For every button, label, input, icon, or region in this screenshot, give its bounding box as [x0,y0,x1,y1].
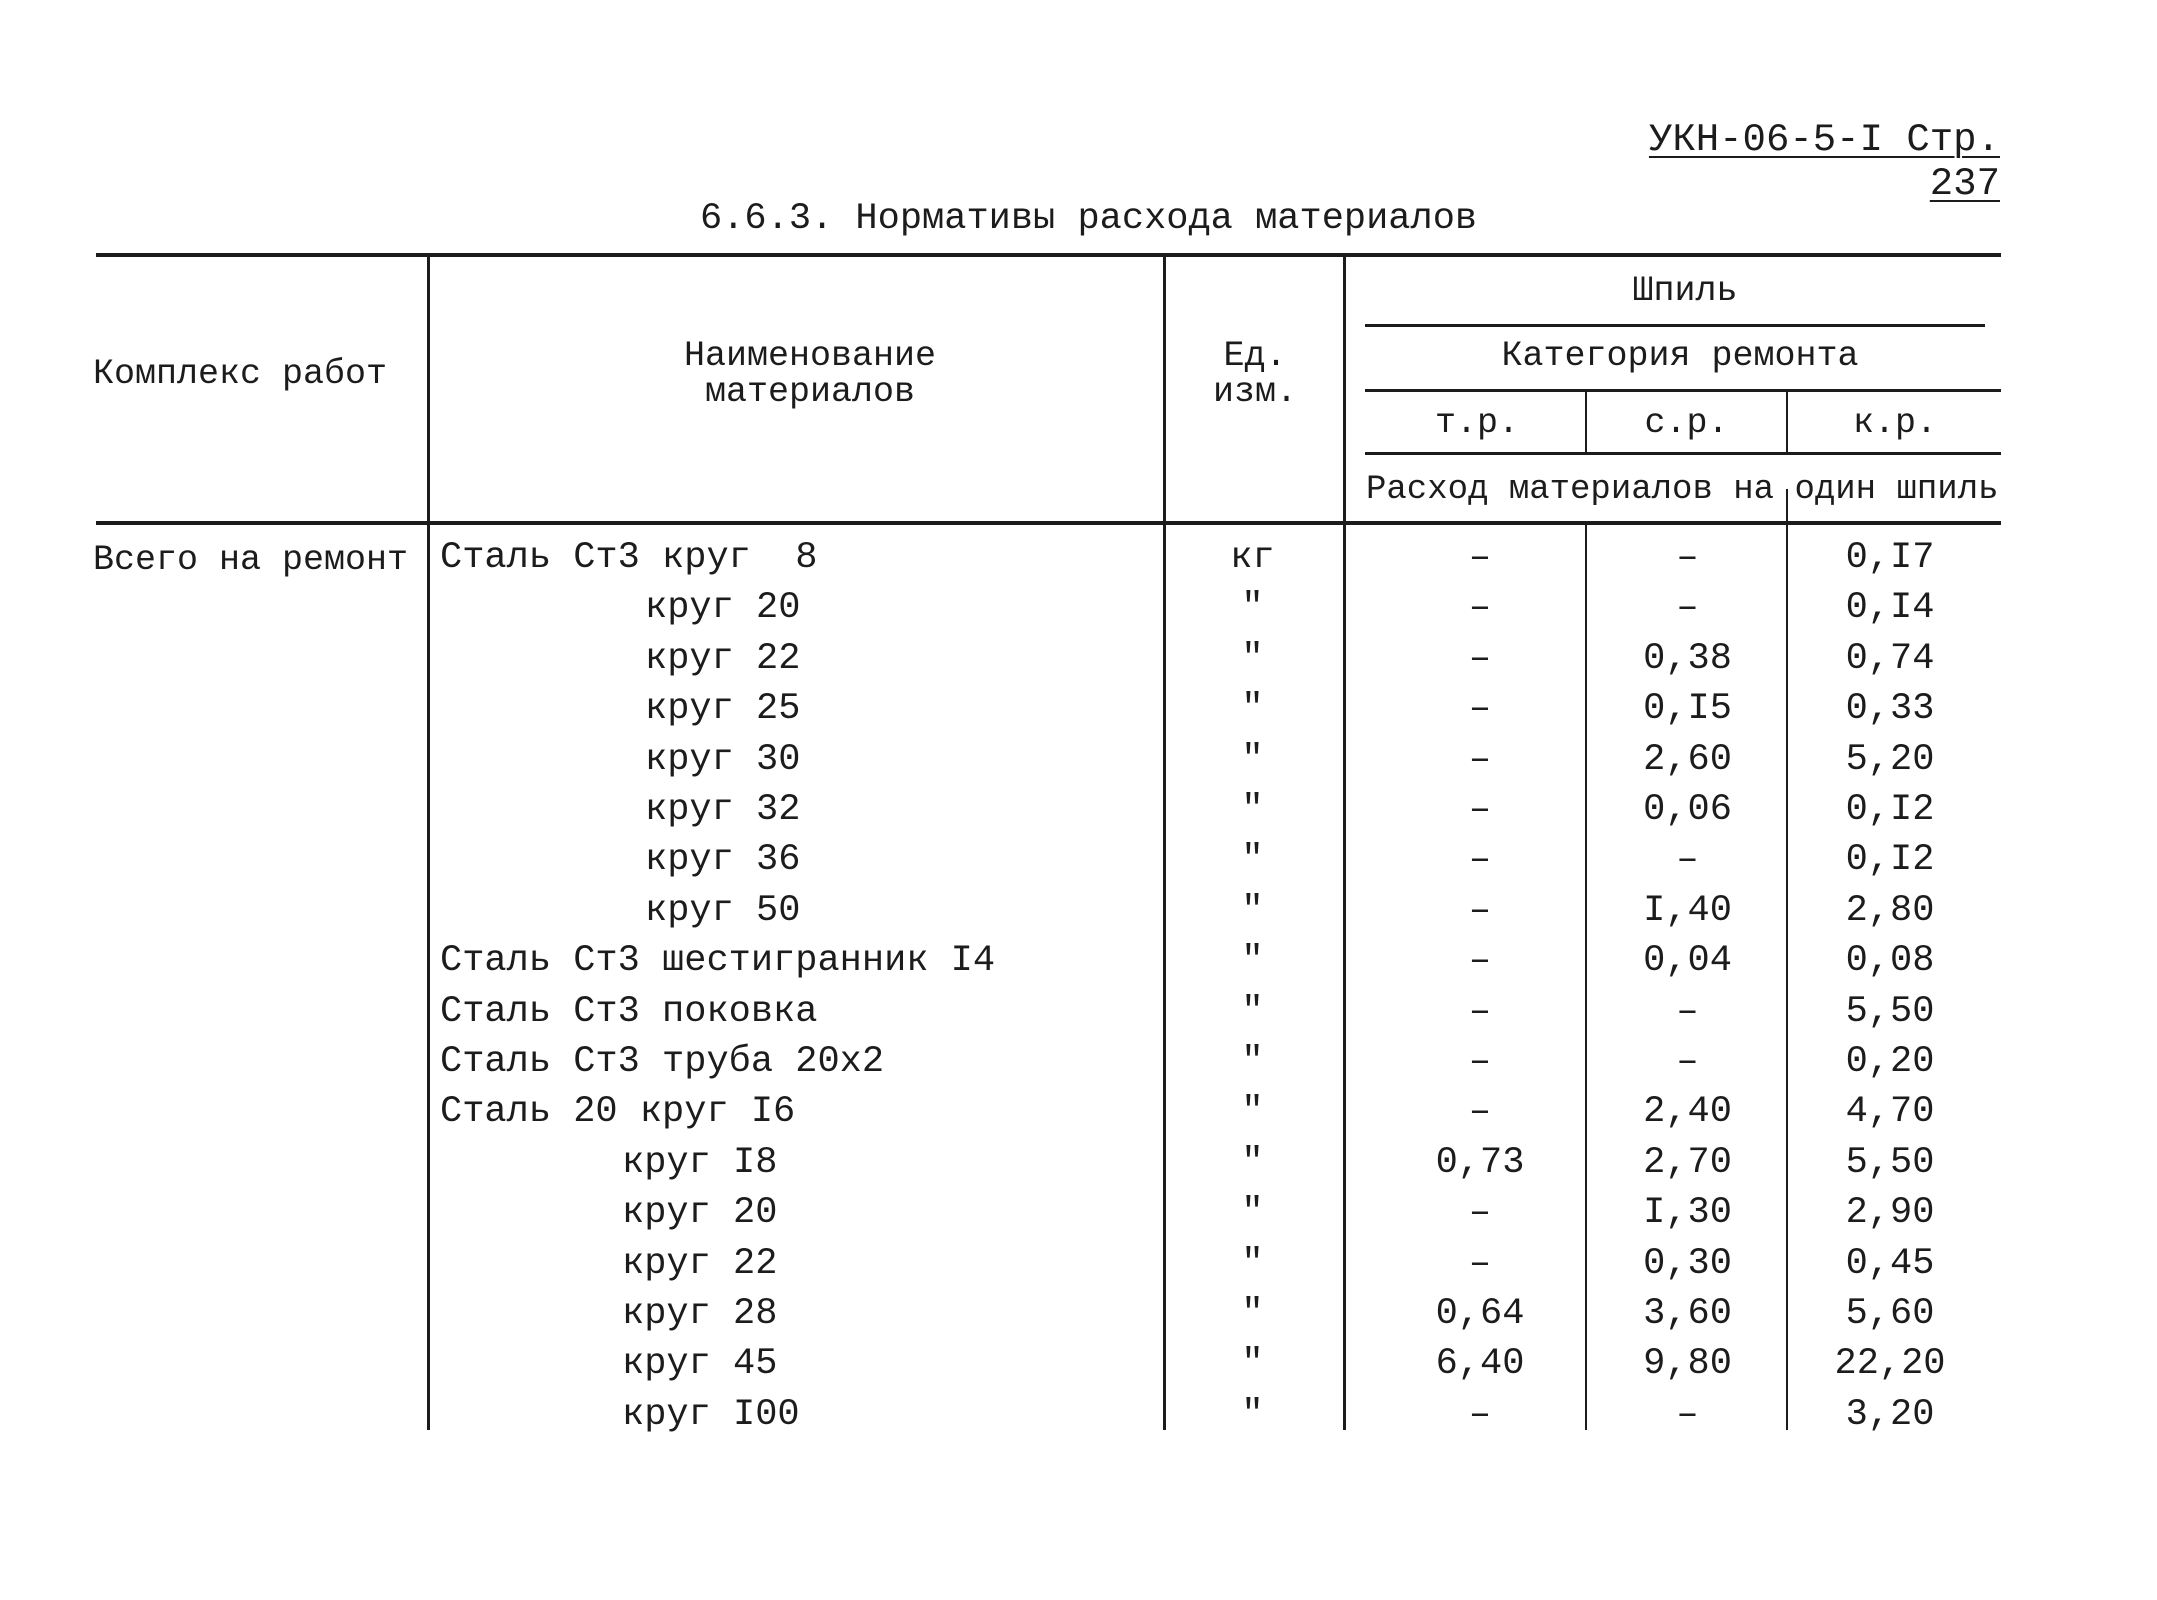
unit-cell: " [1241,1293,1264,1335]
sr-cell: – [1676,587,1699,629]
header-bottom-rule [96,521,2001,525]
sr-cell: 0,I5 [1643,688,1732,730]
header-unit: Ед. изм. [1212,336,1297,412]
unit-cell: " [1241,890,1264,932]
kr-cell: 3,20 [1845,1394,1935,1436]
kr-cell: 0,33 [1845,688,1935,730]
sr-cell: 0,04 [1643,940,1732,982]
unit-cell: " [1241,1192,1264,1234]
header-category: Категория ремонта [1501,336,1859,376]
tr-cell: – [1468,1394,1492,1436]
material-cell: круг 25 [645,688,801,730]
tr-cell: 0,73 [1435,1142,1525,1184]
header-material: Наименование материалов [683,336,937,412]
material-cell: круг 22 [645,638,801,680]
material-cell: круг 28 [622,1293,778,1335]
table-top-rule [96,253,2001,257]
col-divider-material [1163,255,1166,1430]
header-consumption: Расход материалов на один шпиль [1366,471,1999,509]
tr-cell: – [1468,638,1492,680]
sr-cell: – [1676,839,1699,881]
material-cell: Сталь 20 круг I6 [440,1091,796,1133]
material-cell: круг 32 [645,789,801,831]
material-cell: Сталь Ст3 труба 20х2 [440,1041,885,1083]
tr-cell: – [1468,688,1492,730]
unit-cell: " [1241,789,1264,831]
unit-cell: " [1241,839,1264,881]
material-cell: круг I8 [622,1142,778,1184]
tr-cell: – [1468,839,1492,881]
section-title: 6.6.3. Нормативы расхода материалов [700,198,1478,240]
col-divider-unit [1343,255,1346,1430]
sr-cell: – [1676,537,1699,579]
kr-cell: 5,60 [1845,1293,1935,1335]
sr-cell: – [1676,991,1699,1033]
unit-cell: " [1241,688,1264,730]
material-cell: круг 20 [622,1192,778,1234]
unit-cell: кг [1230,537,1275,579]
kr-cell: 5,50 [1845,1142,1935,1184]
col-divider-complex [427,255,430,1430]
complex-value: Всего на ремонт [93,540,409,580]
tr-cell: 6,40 [1435,1343,1525,1385]
unit-cell: " [1241,940,1264,982]
tr-cell: – [1468,940,1492,982]
sr-cell: 0,38 [1643,638,1732,680]
material-cell: круг 45 [622,1343,778,1385]
kr-cell: 0,I2 [1845,839,1935,881]
sr-cell: I,30 [1643,1192,1732,1234]
tr-cell: – [1468,1192,1492,1234]
tr-cell: – [1468,991,1492,1033]
category-rule [1365,389,2001,392]
unit-cell: " [1241,1343,1264,1385]
sr-cell: 0,06 [1643,789,1732,831]
tr-cell: – [1468,890,1492,932]
kr-cell: 5,20 [1845,739,1935,781]
subcolumn-rule [1365,452,2001,455]
unit-cell: " [1241,1243,1264,1285]
material-cell: круг 20 [645,587,801,629]
kr-cell: 0,74 [1845,638,1935,680]
material-cell: круг 30 [645,739,801,781]
tr-cell: – [1468,1041,1492,1083]
unit-cell: " [1241,638,1264,680]
page-reference: УКН-06-5-I Стр. 237 [1648,118,2000,206]
sr-cell: 0,30 [1643,1243,1732,1285]
kr-cell: 22,20 [1834,1343,1946,1385]
tr-cell: – [1468,789,1492,831]
header-group: Шпиль [1632,271,1738,311]
sr-cell: 2,70 [1643,1142,1732,1184]
col-divider-tr-body [1585,525,1587,1430]
sr-cell: 3,60 [1643,1293,1732,1335]
header-kr: к.р. [1852,403,1937,443]
material-cell: круг 50 [645,890,801,932]
sr-cell: – [1676,1394,1699,1436]
tr-cell: – [1468,587,1492,629]
tr-cell: 0,64 [1435,1293,1525,1335]
sr-cell: – [1676,1041,1699,1083]
kr-cell: 0,I2 [1845,789,1935,831]
kr-cell: 0,I4 [1845,587,1935,629]
unit-cell: " [1241,1142,1264,1184]
kr-cell: 0,20 [1845,1041,1935,1083]
unit-cell: " [1241,991,1264,1033]
sr-cell: 2,60 [1643,739,1732,781]
sr-cell: 2,40 [1643,1091,1732,1133]
kr-cell: 0,I7 [1845,537,1935,579]
col-divider-sr-body [1786,489,1788,1430]
tr-cell: – [1468,1091,1492,1133]
tr-cell: – [1468,1243,1492,1285]
kr-cell: 0,45 [1845,1243,1935,1285]
group-rule [1365,324,1985,327]
kr-cell: 2,90 [1845,1192,1935,1234]
unit-cell: " [1241,1091,1264,1133]
header-sr: с.р. [1644,403,1729,443]
sr-cell: I,40 [1643,890,1732,932]
material-cell: круг I00 [622,1394,800,1436]
tr-cell: – [1468,739,1492,781]
material-cell: круг 36 [645,839,801,881]
material-cell: круг 22 [622,1243,778,1285]
unit-cell: " [1241,587,1264,629]
header-tr: т.р. [1434,403,1519,443]
tr-cell: – [1468,537,1492,579]
unit-cell: " [1241,1041,1264,1083]
unit-cell: " [1241,1394,1264,1436]
col-divider-tr [1585,391,1587,454]
kr-cell: 2,80 [1845,890,1935,932]
material-cell: Сталь Ст3 поковка [440,991,818,1033]
sr-cell: 9,80 [1643,1343,1732,1385]
kr-cell: 4,70 [1845,1091,1935,1133]
kr-cell: 0,08 [1845,940,1935,982]
material-cell: Сталь Ст3 круг 8 [440,537,818,579]
header-complex: Комплекс работ [93,354,388,394]
material-cell: Сталь Ст3 шестигранник I4 [440,940,996,982]
unit-cell: " [1241,739,1264,781]
kr-cell: 5,50 [1845,991,1935,1033]
col-divider-sr [1786,391,1788,454]
